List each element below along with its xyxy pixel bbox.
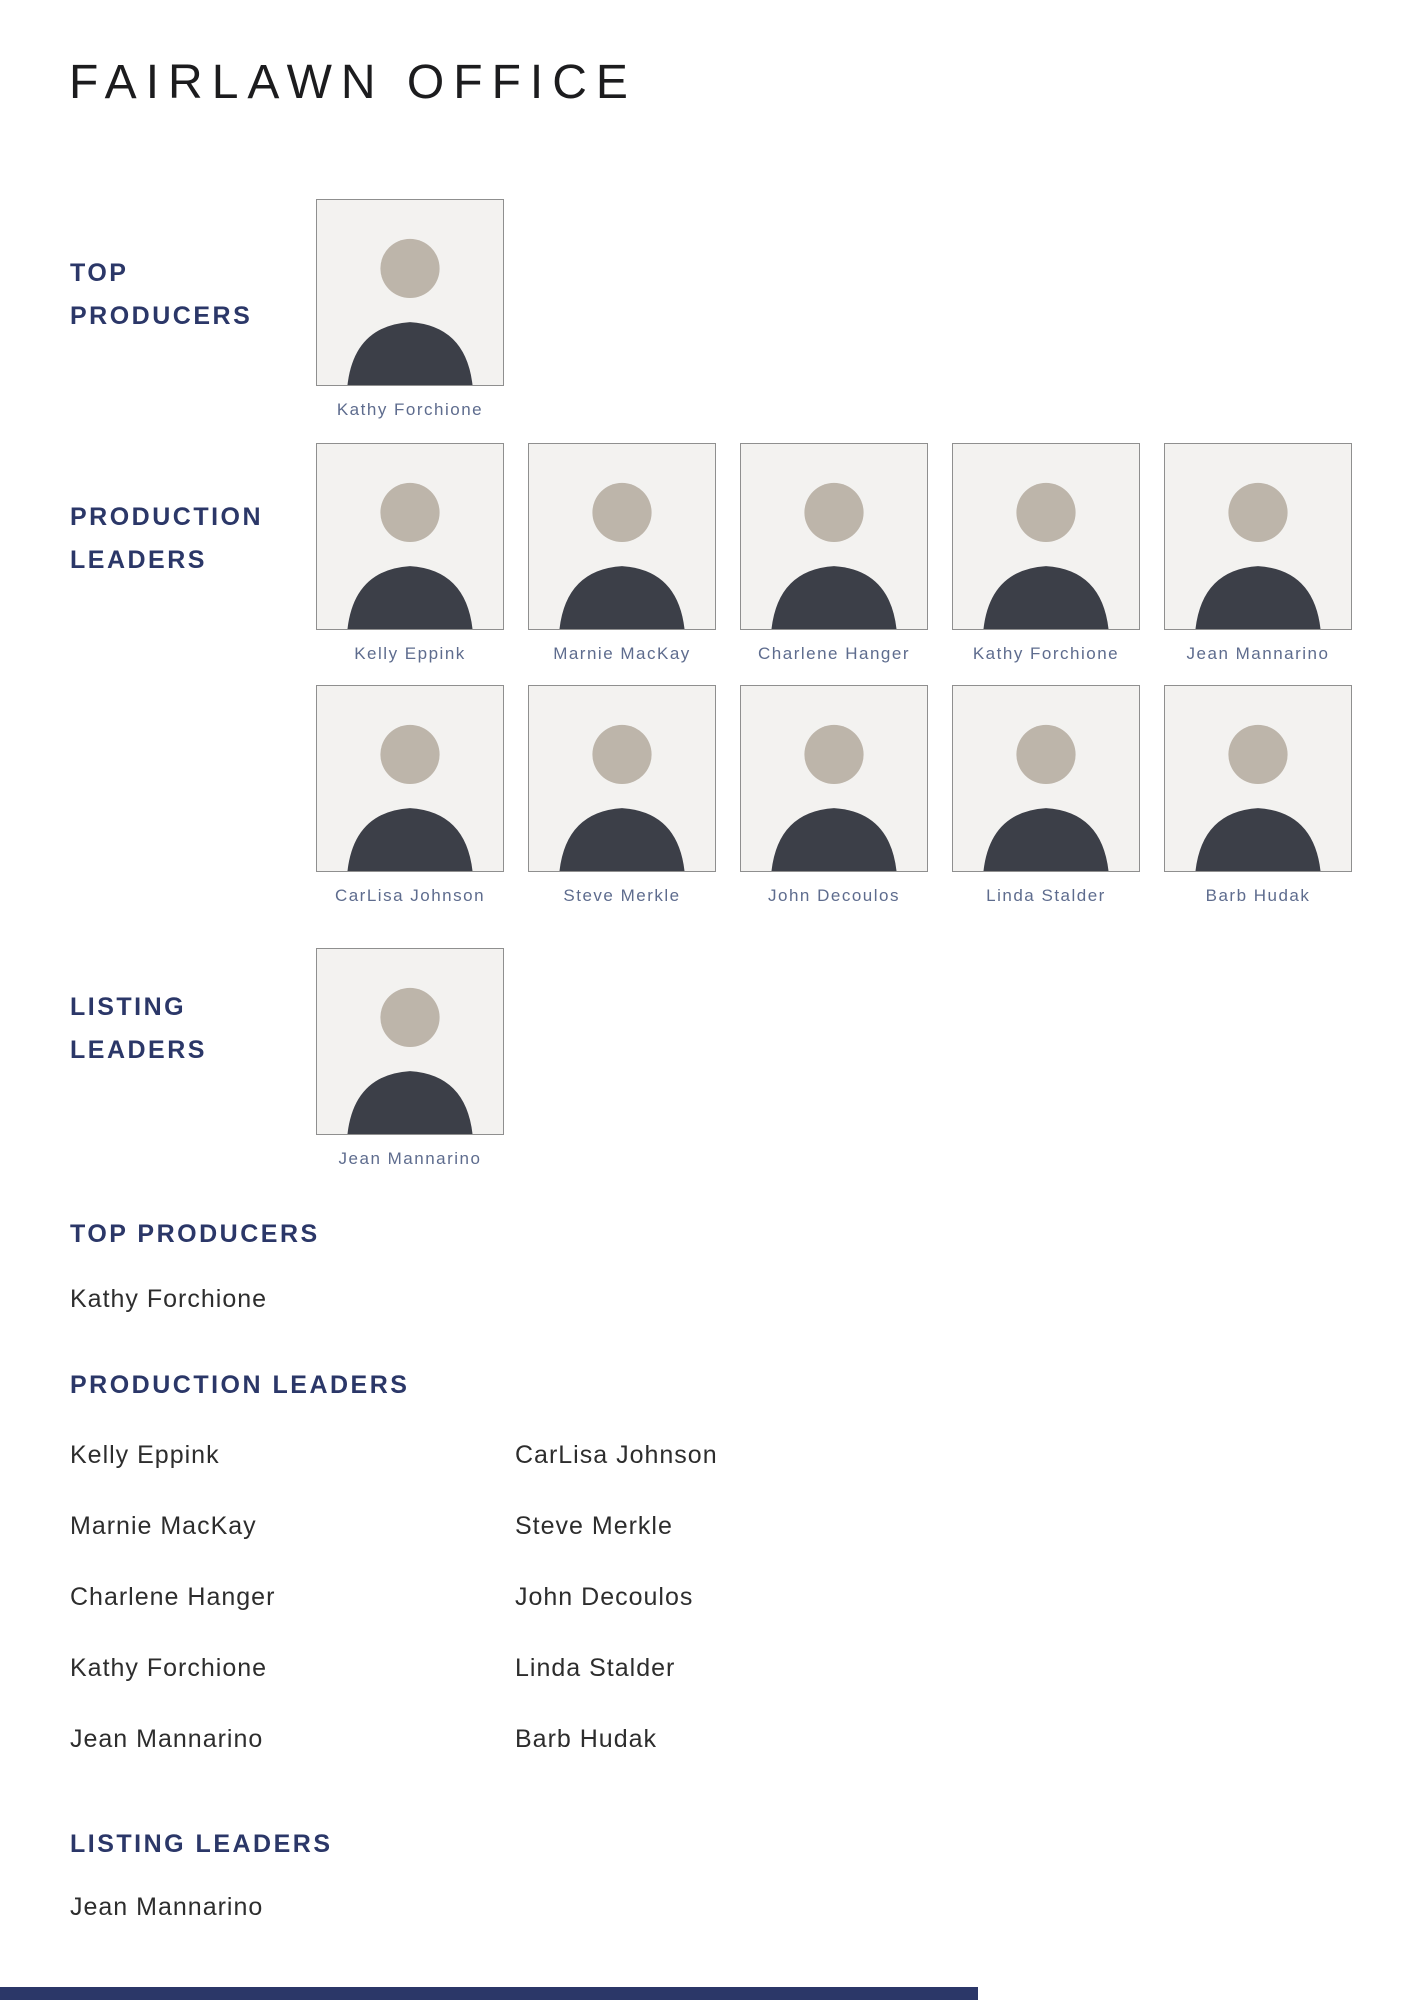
headshot-photo [528, 443, 716, 630]
roster-heading-production-leaders: PRODUCTION LEADERS [70, 1371, 410, 1399]
roster-name: Kathy Forchione [70, 1285, 268, 1313]
person-caption: Jean Mannarino [1186, 644, 1330, 663]
roster-name: Charlene Hanger [70, 1583, 276, 1611]
headshot-photo [952, 443, 1140, 630]
section-label-line: PRODUCTION [70, 503, 264, 531]
top-producers-photo-row [316, 199, 504, 420]
section-label-line: LEADERS [70, 1036, 207, 1064]
roster-name: Jean Mannarino [70, 1725, 264, 1753]
headshot-photo [952, 685, 1140, 872]
roster-name: Jean Mannarino [70, 1893, 264, 1921]
person-silhouette-icon [741, 686, 927, 871]
person-caption: John Decoulos [768, 886, 900, 905]
headshot-photo [528, 685, 716, 872]
production-leaders-photo-row-2 [316, 685, 1352, 906]
person-silhouette-icon [529, 444, 715, 629]
roster-heading-top-producers: TOP PRODUCERS [70, 1220, 320, 1248]
headshot-photo [316, 199, 504, 386]
person-silhouette-icon [741, 444, 927, 629]
person-caption: Kelly Eppink [354, 644, 466, 663]
section-label-line: PRODUCERS [70, 302, 253, 330]
person-caption: Barb Hudak [1205, 886, 1311, 905]
headshot-photo [1164, 443, 1352, 630]
person-card [952, 685, 1140, 906]
roster-name: Marnie MacKay [70, 1512, 257, 1540]
footer-accent-bar [0, 1987, 978, 2000]
roster-name: Kelly Eppink [70, 1441, 220, 1469]
person-card [1164, 443, 1352, 664]
headshot-photo [316, 948, 504, 1135]
section-label-top-producers [70, 252, 316, 338]
person-caption: Linda Stalder [986, 886, 1106, 905]
section-label-production-leaders [70, 496, 316, 582]
roster-name: Barb Hudak [515, 1725, 658, 1753]
roster-name: Steve Merkle [515, 1512, 673, 1540]
person-caption: Marnie MacKay [553, 644, 691, 663]
person-card [740, 443, 928, 664]
roster-name: Kathy Forchione [70, 1654, 268, 1682]
person-card [316, 685, 504, 906]
headshot-photo [1164, 685, 1352, 872]
headshot-photo [740, 443, 928, 630]
section-label-listing-leaders [70, 986, 316, 1072]
person-caption: Kathy Forchione [972, 644, 1120, 663]
person-caption: Jean Mannarino [338, 1149, 482, 1168]
roster-name: CarLisa Johnson [515, 1441, 718, 1469]
person-card [740, 685, 928, 906]
listing-leaders-photo-row [316, 948, 504, 1169]
person-card [528, 443, 716, 664]
page-title: FAIRLAWN OFFICE [69, 56, 637, 109]
production-leaders-photo-row-1 [316, 443, 1352, 664]
section-label-line: LEADERS [70, 546, 207, 574]
person-silhouette-icon [953, 686, 1139, 871]
roster-name: John Decoulos [515, 1583, 694, 1611]
person-card [952, 443, 1140, 664]
person-caption: CarLisa Johnson [334, 886, 486, 905]
section-label-line: LISTING [70, 993, 187, 1021]
person-silhouette-icon [1165, 686, 1351, 871]
roster-heading-listing-leaders: LISTING LEADERS [70, 1830, 333, 1858]
roster-name: Linda Stalder [515, 1654, 676, 1682]
headshot-photo [740, 685, 928, 872]
headshot-photo [316, 685, 504, 872]
person-caption: Kathy Forchione [336, 400, 484, 419]
person-caption: Charlene Hanger [758, 644, 910, 663]
person-card [1164, 685, 1352, 906]
person-silhouette-icon [317, 686, 503, 871]
person-caption: Steve Merkle [563, 886, 681, 905]
person-card [316, 443, 504, 664]
person-silhouette-icon [317, 949, 503, 1134]
headshot-photo [316, 443, 504, 630]
person-card [316, 199, 504, 420]
person-card [316, 948, 504, 1169]
section-label-line: TOP [70, 259, 129, 287]
person-silhouette-icon [529, 686, 715, 871]
person-silhouette-icon [317, 200, 503, 385]
person-silhouette-icon [317, 444, 503, 629]
person-silhouette-icon [1165, 444, 1351, 629]
person-silhouette-icon [953, 444, 1139, 629]
person-card [528, 685, 716, 906]
